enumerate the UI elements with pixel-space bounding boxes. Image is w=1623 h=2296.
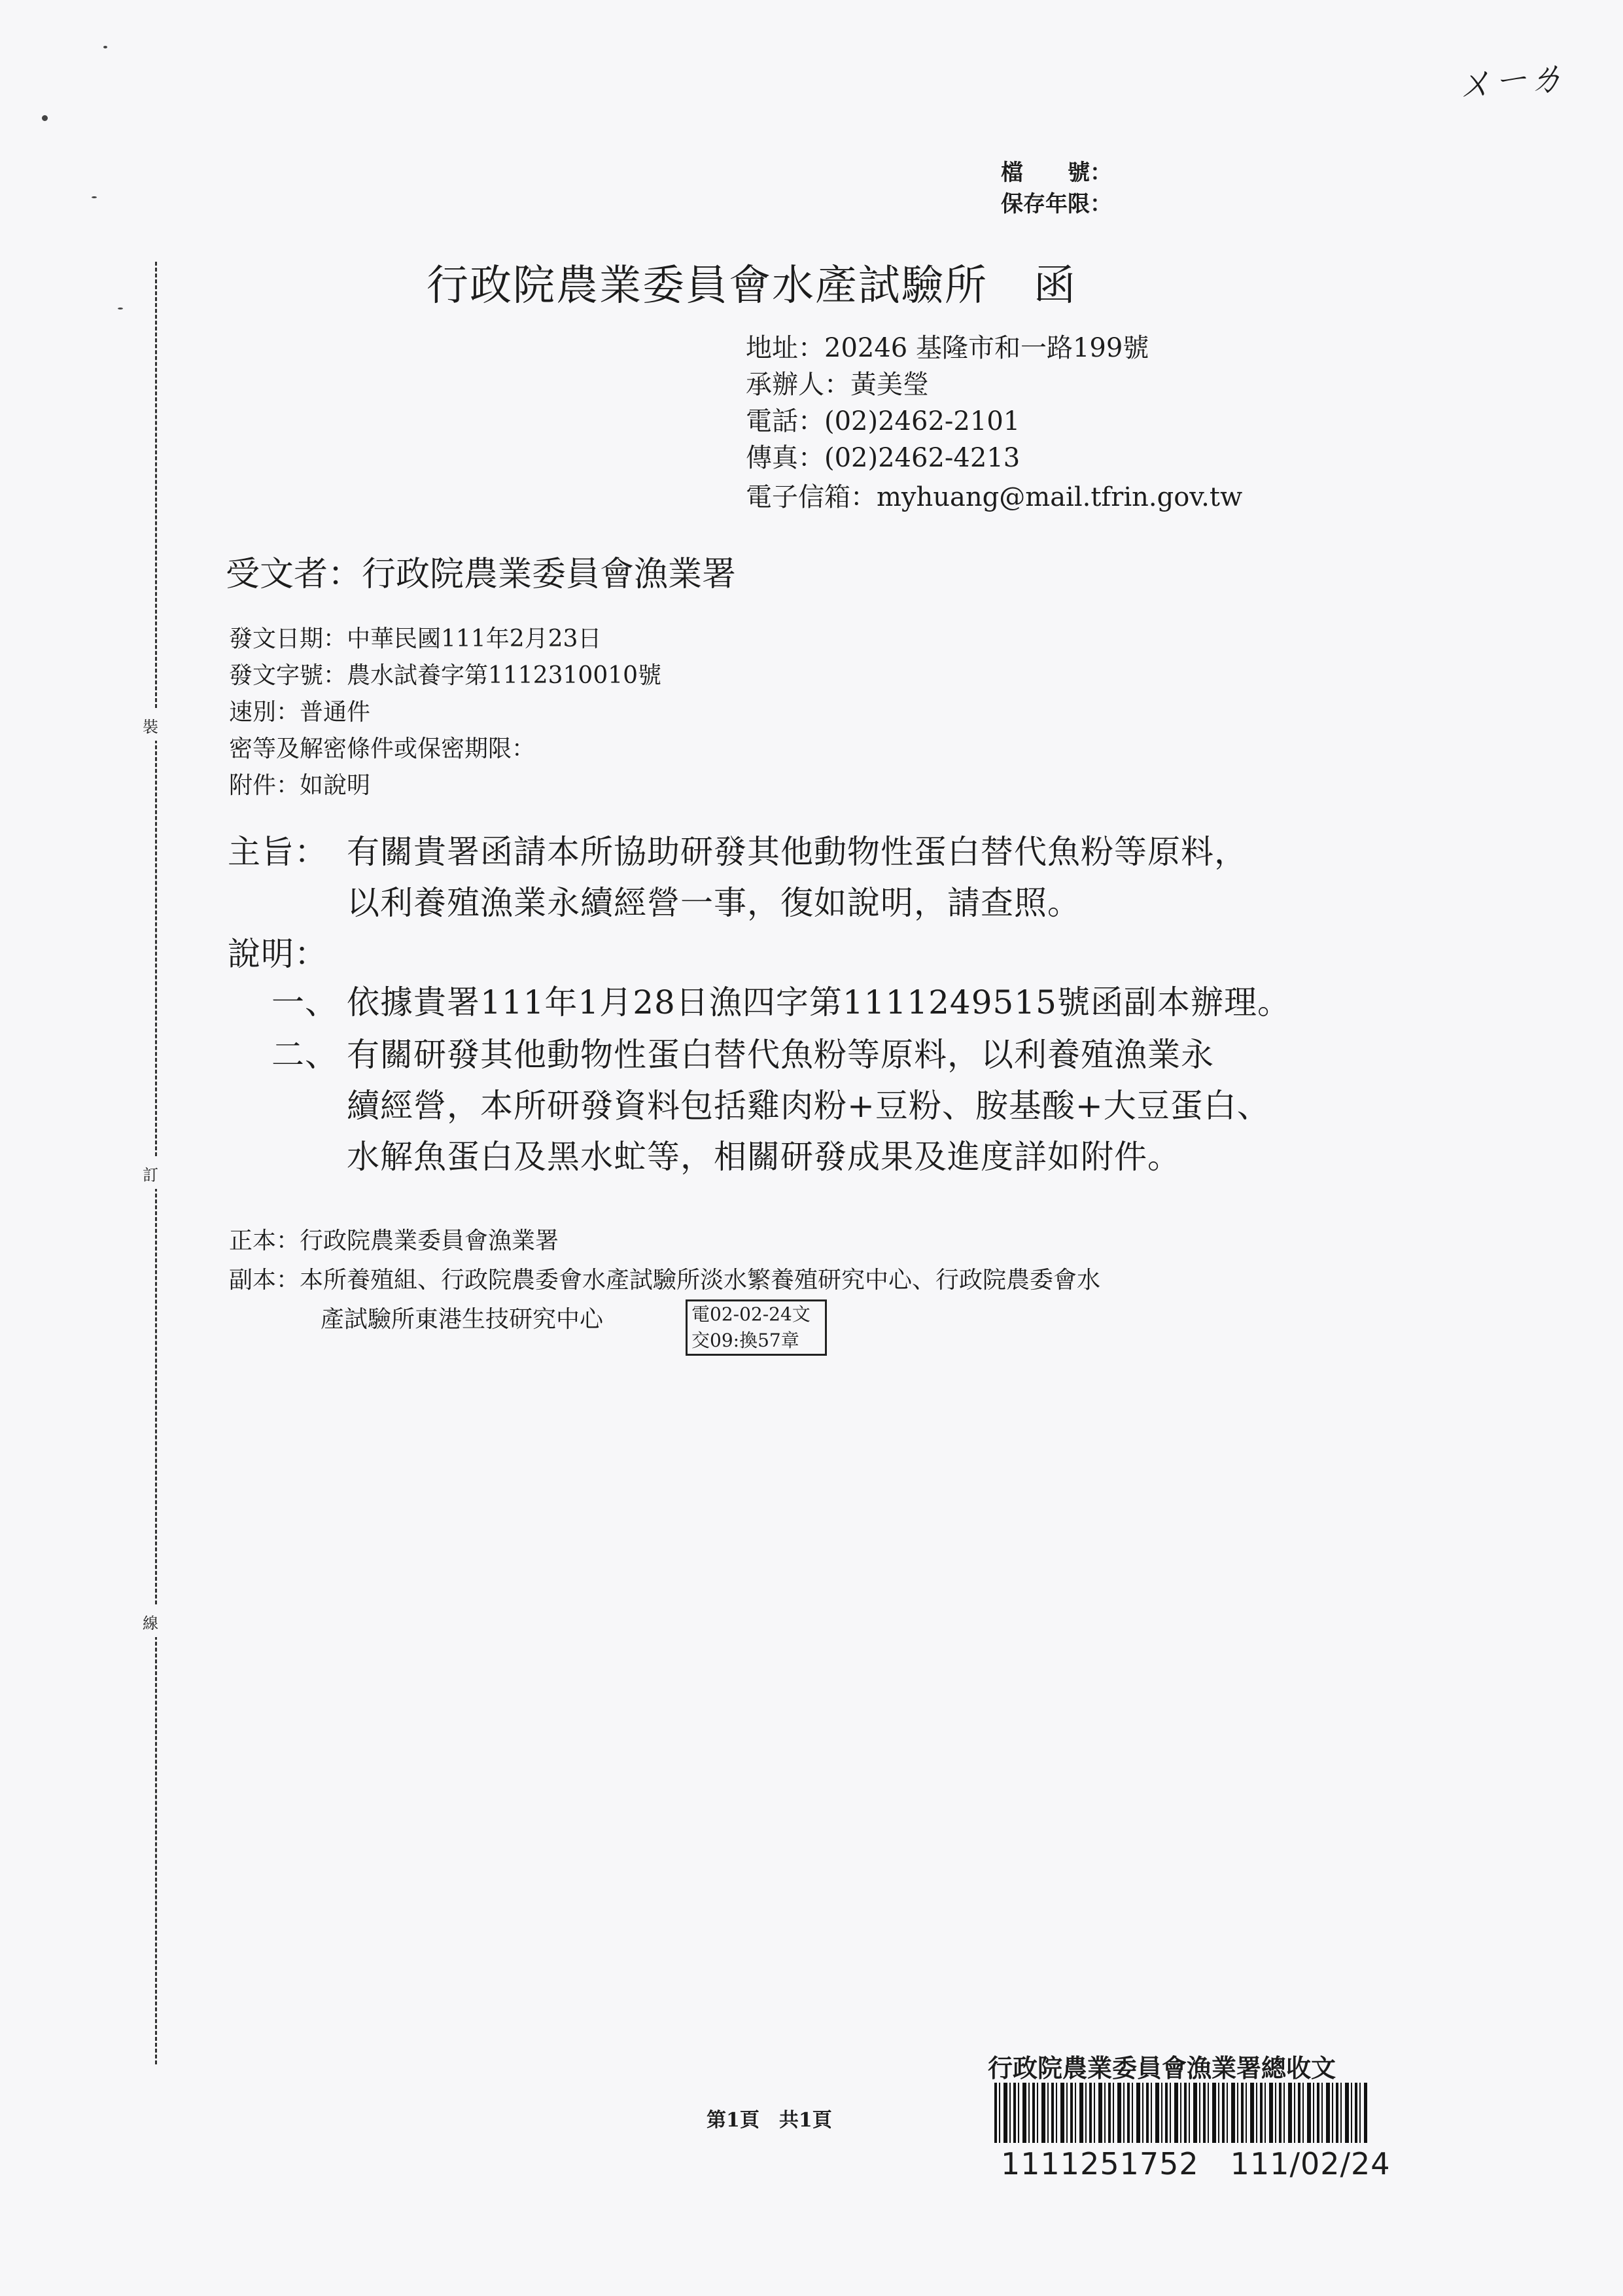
contact-handler: 承辦人：黃美瑩 [746,370,929,400]
retention-period-label: 保存年限： [1001,191,1112,217]
cc-line-1: 副本：本所養殖組、行政院農委會水產試驗所淡水繁養殖研究中心、行政院農委會水 [229,1267,1101,1294]
electronic-exchange-stamp [686,1299,827,1356]
agency-name: 行政院農業委員會水產試驗所 [427,262,988,310]
scan-speck [92,196,97,198]
handwritten-annotation: ㄨㄧㄌ [1454,54,1563,107]
reference-number: 發文字號：農水試養字第1112310010號 [229,662,662,689]
attachment: 附件：如說明 [229,772,371,799]
subject-label: 主旨： [228,833,328,871]
issue-date: 發文日期：中華民國111年2月23日 [229,626,602,652]
receipt-barcode [994,2083,1367,2143]
scan-speck [118,308,123,309]
stamp-line-2: 交09:換57章 [691,1330,799,1351]
contact-email: 電子信箱：myhuang@mail.tfrin.gov.tw [746,482,1243,512]
explanation-item-2-number: 二、 [271,1036,338,1074]
explanation-item-1-number: 一、 [271,983,338,1021]
receipt-stamp-title: 行政院農業委員會漁業署總收文 [988,2053,1336,2083]
page-number: 第1頁 共1頁 [707,2109,832,2132]
contact-address: 地址：20246 基隆市和一路199號 [746,333,1149,363]
recipient: 受文者：行政院農業委員會漁業署 [226,555,737,594]
binding-char-ding: 訂 [143,1158,158,1189]
subject-line-2: 以利養殖漁業永續經營一事，復如說明，請查照。 [347,884,1081,922]
subject-line-1: 有關貴署函請本所協助研發其他動物性蛋白替代魚粉等原料， [347,833,1248,871]
document-type: 函 [1034,262,1077,310]
explanation-item-2-line-2: 續經營，本所研發資料包括雞肉粉+豆粉、胺基酸+大豆蛋白、 [347,1087,1270,1125]
file-number-label: 檔 號： [1001,160,1112,186]
original-recipient: 正本：行政院農業委員會漁業署 [229,1227,559,1254]
receipt-barcode-text [1001,2146,1391,2181]
secrecy-level: 密等及解密條件或保密期限： [229,735,536,762]
explanation-label: 說明： [228,935,328,973]
delivery-speed: 速別：普通件 [229,699,371,726]
explanation-item-1: 依據貴署111年1月28日漁四字第1111249515號函副本辦理。 [347,983,1291,1021]
binding-char-zhuang: 裝 [143,710,158,741]
contact-fax: 傳真：(02)2462-4213 [746,443,1021,473]
scan-speck [103,46,107,48]
cc-line-2: 產試驗所東港生技研究中心 [321,1306,604,1333]
explanation-item-2-line-1: 有關研發其他動物性蛋白替代魚粉等原料，以利養殖漁業永 [347,1036,1214,1074]
explanation-item-2-line-3: 水解魚蛋白及黑水虻等，相關研發成果及進度詳如附件。 [347,1138,1181,1176]
contact-phone: 電話：(02)2462-2101 [746,406,1021,436]
document-title [427,252,1077,312]
receipt-number: 1111251752 [1001,2146,1199,2181]
scan-speck [42,115,48,121]
stamp-line-1: 電02-02-24文 [691,1303,811,1325]
binding-char-xian: 線 [143,1606,158,1637]
receipt-date: 111/02/24 [1230,2146,1391,2181]
